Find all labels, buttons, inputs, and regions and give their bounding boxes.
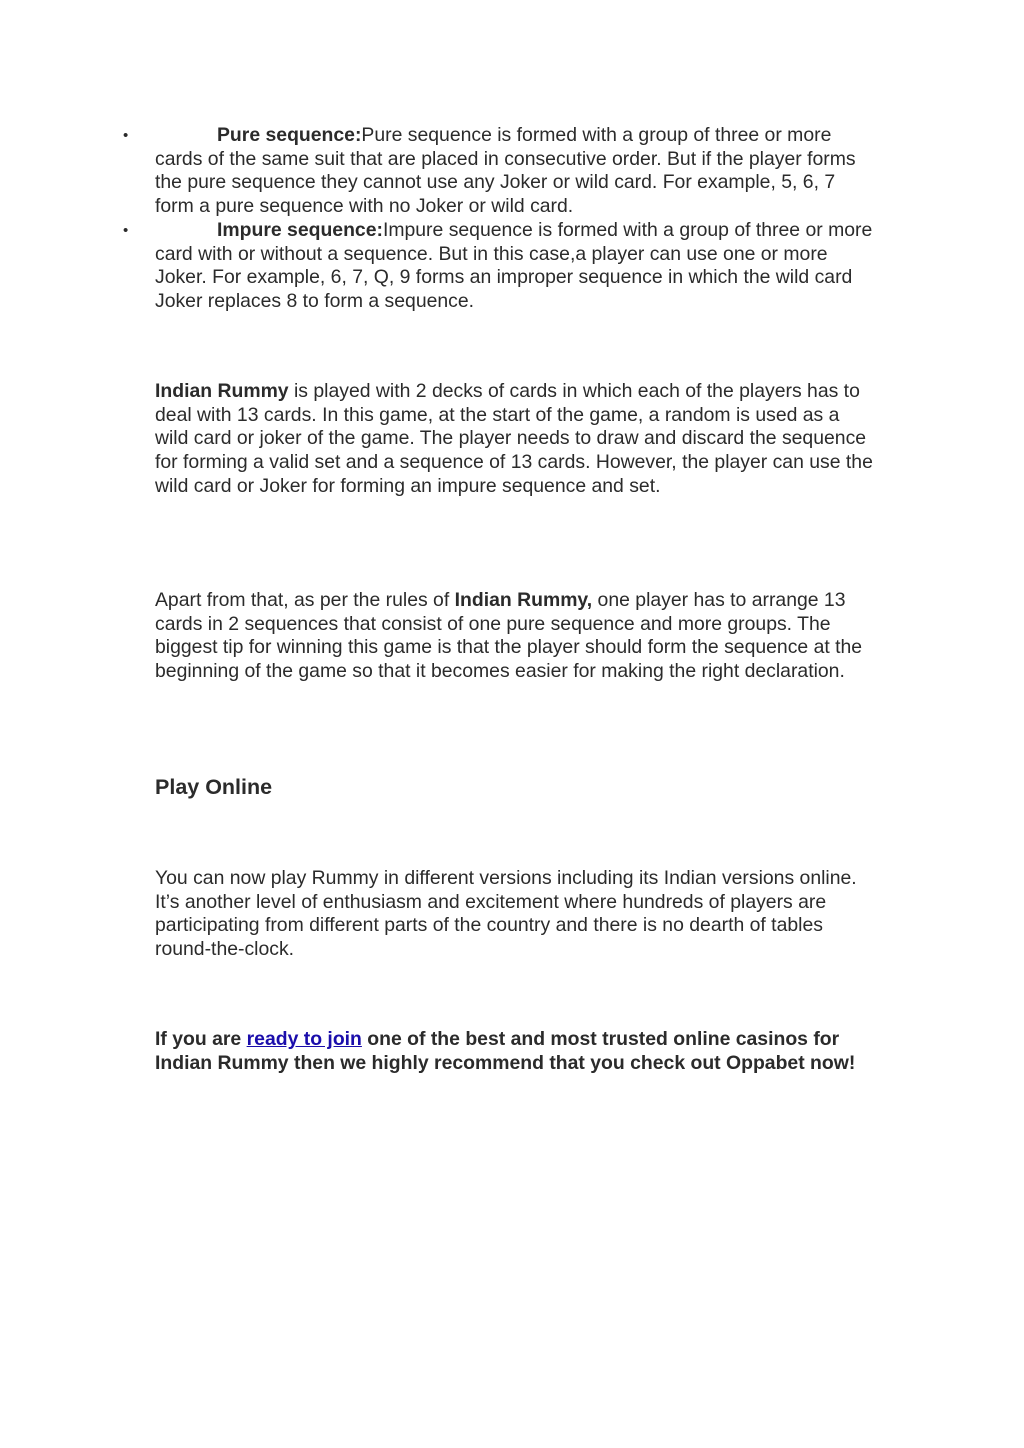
paragraph-text: one player has to arrange 13 cards in 2 sequences that consist of one pure sequence and more groups. The biggest tip for winning this game is that the player should form the sequence at the beginning of the game so that it becomes easier for making the right declaration. <box>155 589 863 683</box>
bullet-icon: • <box>123 222 129 239</box>
paragraph-text: Apart from that, as per the rules of <box>155 589 455 611</box>
bullet-icon: • <box>123 127 129 144</box>
paragraph-play-online: You can now play Rummy in different versions including its Indian versions online. It’s another level of enthusiasm and excitement where hundreds of players are participating from different parts of the country and there is no dearth of tables round-the-clock. <box>155 867 857 961</box>
cta-text: one of the best and most trusted online casinos for Indian Rummy then we highly recommend that you check out Oppabet now! <box>155 1028 856 1074</box>
bold-term: Indian Rummy <box>155 380 289 402</box>
section-heading-play-online: Play Online <box>155 775 273 799</box>
list-term: Pure sequence: <box>217 124 362 146</box>
list-text: Pure sequence is formed with a group of three or more cards of the same suit that are placed in consecutive order. But if the player forms the pure sequence they cannot use any Joker or wild card. For example, 5, 6, 7 form a pure sequence with no Joker or wild card. <box>155 124 856 218</box>
paragraph-text: is played with 2 decks of cards in which each of the players has to deal with 13 cards. In this game, at the start of the game, a random is used as a wild card or joker of the game. The player needs to draw and discard the sequence for forming a valid set and a sequence of 13 cards. However, the player can use the wild card or Joker for forming an impure sequence and set. <box>155 380 873 497</box>
bold-term: Indian Rummy, <box>454 589 593 611</box>
ready-to-join-link[interactable]: ready to join <box>246 1028 362 1050</box>
call-to-action <box>155 1028 875 1075</box>
list-term: Impure sequence: <box>217 219 383 241</box>
paragraph-indian-rummy <box>155 380 875 499</box>
paragraph-rules <box>155 589 875 684</box>
list-text: Impure sequence is formed with a group of three or more card with or without a sequence. But in this case,a player can use one or more Joker. For example, 6, 7, Q, 9 forms an improper sequence in which the wild card Joker replaces 8 to form a sequence. <box>155 219 873 313</box>
list-item-impure-sequence <box>123 219 875 314</box>
cta-text: If you are <box>155 1028 247 1050</box>
list-item-pure-sequence <box>123 124 875 219</box>
